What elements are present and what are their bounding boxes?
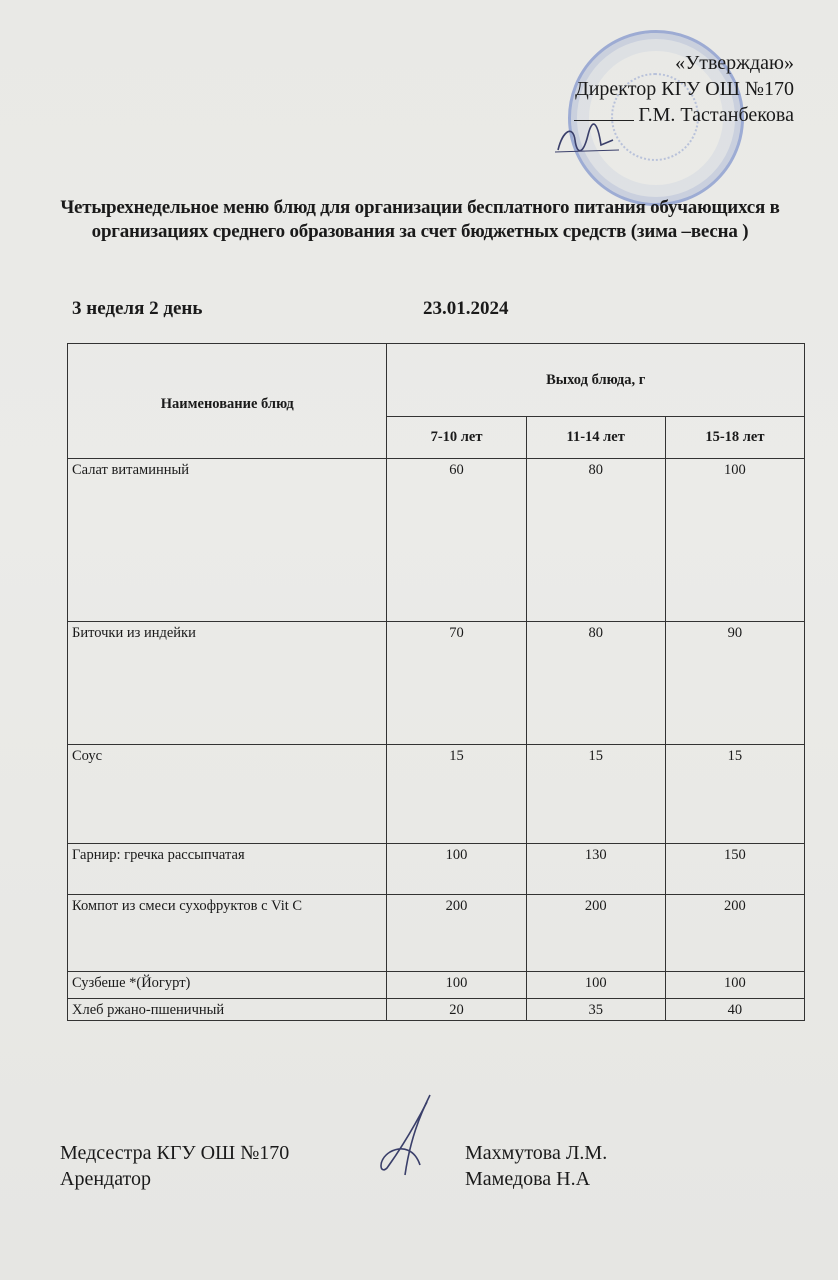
dish-value: 100 bbox=[665, 972, 804, 999]
tenant-name: Мамедова Н.А bbox=[465, 1168, 591, 1190]
dish-name: Соус bbox=[68, 745, 387, 844]
dish-value: 80 bbox=[526, 622, 665, 745]
dish-name: Компот из смеси сухофруктов с Vit C bbox=[68, 895, 387, 972]
approval-position: Директор КГУ ОШ №170 bbox=[575, 78, 794, 100]
table-header-row bbox=[68, 344, 805, 417]
dish-value: 15 bbox=[665, 745, 804, 844]
week-day-label: 3 неделя 2 день bbox=[72, 298, 203, 319]
header-dish-name: Наименование блюд bbox=[68, 344, 387, 459]
dish-value: 70 bbox=[387, 622, 526, 745]
dish-value: 40 bbox=[665, 999, 804, 1021]
table-row bbox=[68, 745, 805, 844]
signature-line bbox=[574, 106, 634, 121]
header-age-11-14: 11-14 лет bbox=[526, 417, 665, 459]
dish-name: Гарнир: гречка рассыпчатая bbox=[68, 844, 387, 895]
table-row bbox=[68, 622, 805, 745]
tenant-position: Арендатор bbox=[60, 1168, 152, 1190]
dish-value: 100 bbox=[387, 844, 526, 895]
dish-value: 150 bbox=[665, 844, 804, 895]
approval-heading: «Утверждаю» bbox=[675, 52, 794, 74]
header-yield: Выход блюда, г bbox=[387, 344, 805, 417]
dish-value: 200 bbox=[665, 895, 804, 972]
dish-value: 100 bbox=[526, 972, 665, 999]
table-row bbox=[68, 972, 805, 999]
dish-value: 200 bbox=[526, 895, 665, 972]
dish-value: 20 bbox=[387, 999, 526, 1021]
nurse-signature-icon bbox=[375, 1090, 445, 1180]
menu-date: 23.01.2024 bbox=[423, 298, 509, 319]
dish-value: 60 bbox=[387, 459, 526, 622]
dish-name: Биточки из индейки bbox=[68, 622, 387, 745]
director-name: Г.М. Тастанбекова bbox=[638, 104, 794, 126]
dish-value: 15 bbox=[387, 745, 526, 844]
dish-value: 100 bbox=[387, 972, 526, 999]
document-title: Четырехнедельное меню блюд для организации бесплатного питания обучающихся в организациях среднего образования за счет бюджетных средств (зима –весна ) bbox=[60, 197, 780, 242]
approval-block bbox=[574, 50, 794, 128]
signatures-right bbox=[465, 1140, 607, 1192]
nurse-position: Медсестра КГУ ОШ №170 bbox=[60, 1142, 290, 1164]
table-row bbox=[68, 999, 805, 1021]
dish-name: Салат витаминный bbox=[68, 459, 387, 622]
dish-value: 15 bbox=[526, 745, 665, 844]
table-row bbox=[68, 844, 805, 895]
dish-value: 130 bbox=[526, 844, 665, 895]
dish-value: 200 bbox=[387, 895, 526, 972]
table-row bbox=[68, 459, 805, 622]
dish-value: 80 bbox=[526, 459, 665, 622]
header-age-15-18: 15-18 лет bbox=[665, 417, 804, 459]
nurse-name: Махмутова Л.М. bbox=[465, 1142, 608, 1164]
dish-value: 35 bbox=[526, 999, 665, 1021]
table-row bbox=[68, 895, 805, 972]
dish-value: 100 bbox=[665, 459, 804, 622]
menu-table bbox=[67, 343, 805, 1021]
dish-name: Хлеб ржано-пшеничный bbox=[68, 999, 387, 1021]
signatures-left bbox=[60, 1140, 289, 1192]
dish-name: Сузбеше *(Йогурт) bbox=[68, 972, 387, 999]
approval-director-name bbox=[574, 102, 794, 128]
header-age-7-10: 7-10 лет bbox=[387, 417, 526, 459]
dish-value: 90 bbox=[665, 622, 804, 745]
